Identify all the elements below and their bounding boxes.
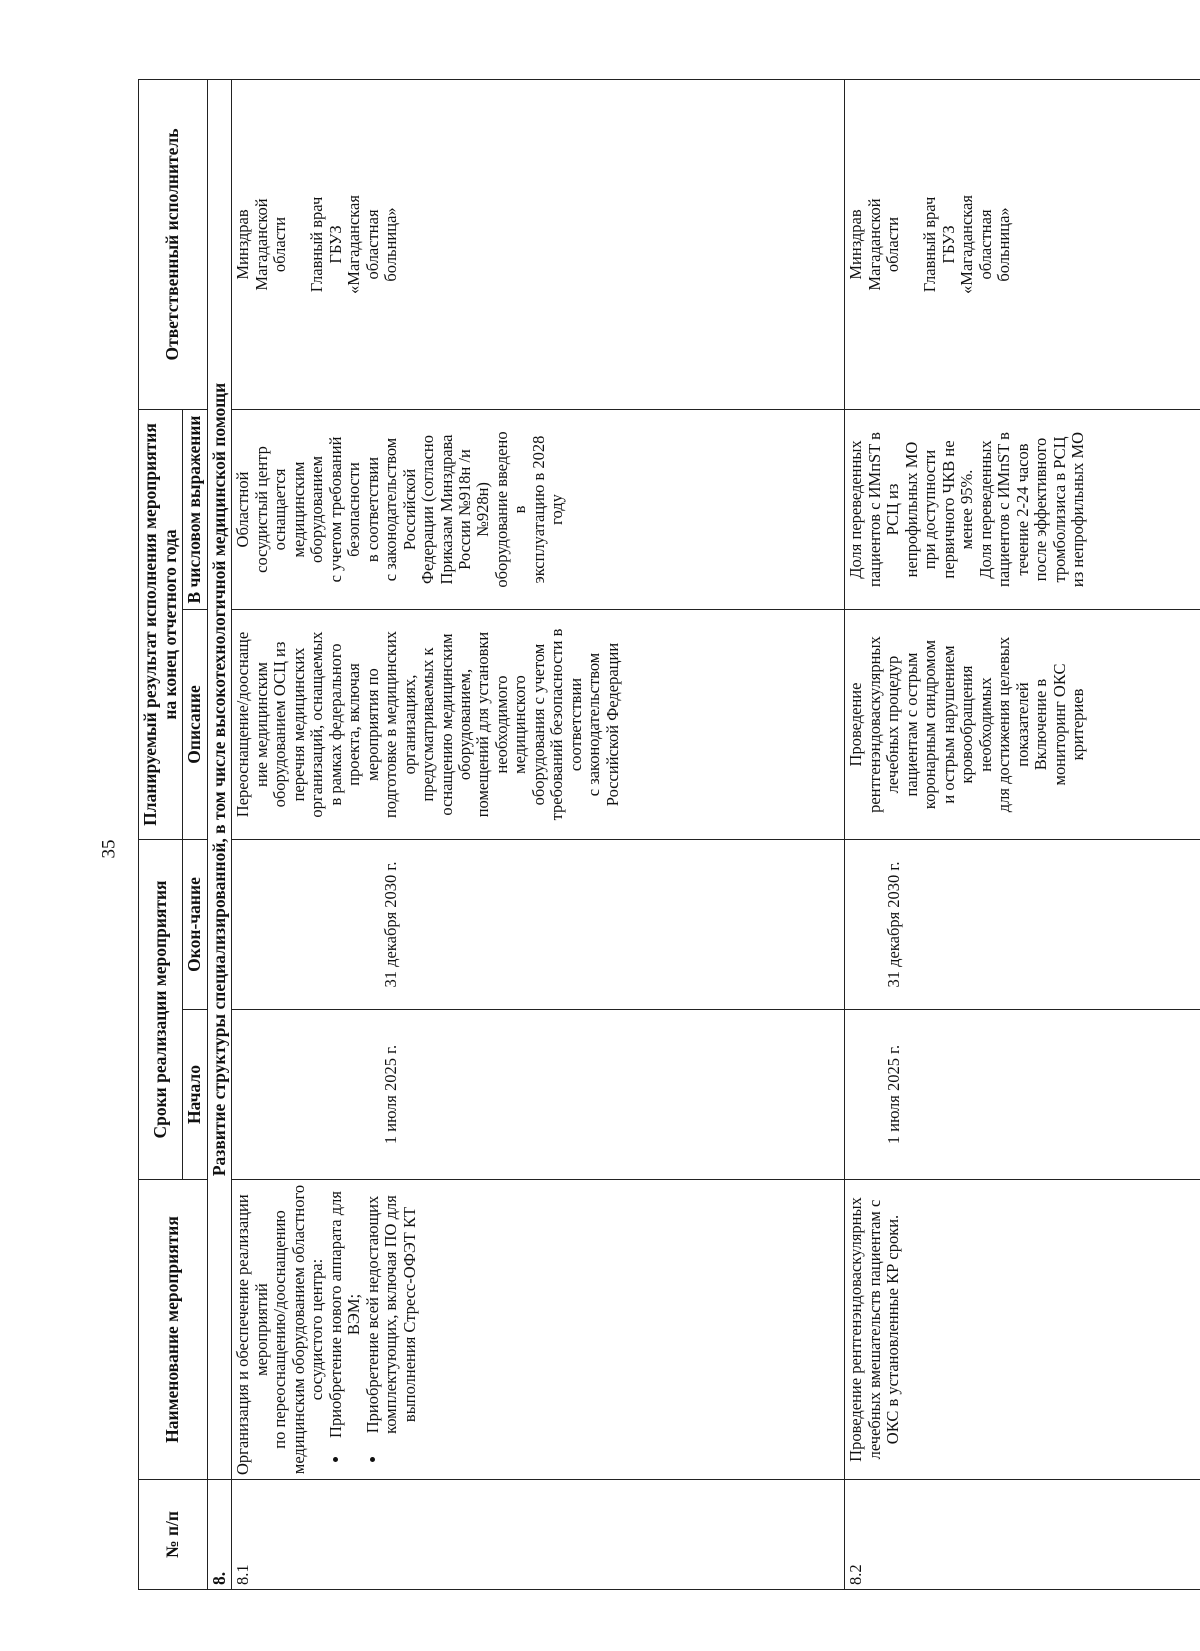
cell-line: тромболизиса в РСЦ — [1049, 436, 1069, 583]
header-responsible: Ответственный исполнитель — [139, 79, 208, 409]
cell-line: подготовке в медицинских — [381, 630, 401, 819]
cell-line: Минздрав — [233, 209, 253, 280]
row-start: 1 июля 2025 г. — [232, 1010, 845, 1180]
cell-line: пациентам с острым — [901, 652, 921, 797]
cell-line: критериев — [1068, 688, 1087, 761]
cell-line: Областной — [233, 471, 253, 548]
cell-line: и острым нарушением — [938, 645, 958, 804]
cell-line: менее 95%. — [957, 469, 977, 550]
row-responsible — [845, 79, 1200, 409]
cell-line: оборудованием — [307, 455, 327, 564]
header-description: Описание — [183, 610, 208, 840]
header-num: № п/п — [139, 1480, 208, 1590]
row-description — [845, 610, 1200, 840]
cell-line: медицинского — [510, 675, 530, 774]
cell-line: непрофильных МО — [901, 441, 921, 578]
cell-line: «Магаданская — [957, 195, 977, 294]
cell-line: кровообращения — [957, 665, 977, 784]
cell-line: Магаданской — [864, 198, 884, 291]
plan-table — [138, 79, 1200, 1590]
header-terms: Сроки реализации мероприятия — [139, 840, 183, 1180]
cell-line: при доступности — [920, 449, 940, 570]
name-intro: Организация и обеспечение реализации — [233, 1194, 253, 1475]
row-description — [232, 610, 845, 840]
cell-line: с учетом требований — [325, 436, 345, 583]
cell-line: больница» — [994, 207, 1014, 282]
cell-line: с законодательством — [381, 437, 401, 582]
section-title: Развитие структуры специализированной, в том числе высокотехнологичной медицинской помощи — [207, 79, 232, 1479]
row-name: Проведение рентгенэндоваскулярных лечебных вмешательств пациентам с ОКС в установленные КР сроки. — [845, 1180, 1200, 1480]
cell-line: оборудованием, — [455, 668, 474, 781]
cell-line: помещений для установки — [473, 631, 493, 818]
rotated-page — [138, 80, 1188, 1590]
header-row-1 — [139, 79, 183, 1589]
table-row — [845, 79, 1200, 1589]
row-end: 31 декабря 2030 г. — [845, 840, 1200, 1010]
name-center: мероприятий — [251, 1283, 271, 1376]
cell-line: для достижения целевых — [994, 636, 1014, 813]
row-num: 8.1 — [232, 1480, 845, 1590]
cell-line: оборудования с учетом — [528, 643, 548, 806]
cell-line: Проведение — [846, 682, 866, 767]
cell-line: в соответствии — [362, 456, 382, 563]
name-bullets — [327, 1184, 419, 1475]
cell-line: необходимого — [491, 675, 511, 774]
cell-line: Российской — [399, 468, 419, 551]
cell-line: лечебных процедур — [883, 655, 903, 794]
cell-line: рентгенэндоваскулярных — [864, 636, 884, 813]
row-numeric — [845, 409, 1200, 609]
cell-line: безопасности — [344, 462, 364, 557]
cell-line: перечня медицинских — [288, 647, 308, 802]
cell-line: РСЦ из — [883, 483, 903, 536]
cell-line: Включение в — [1031, 678, 1051, 771]
name-rest: по переоснащению/дооснащению медицинским оборудованием областного сосудистого центра: — [270, 1184, 327, 1475]
cell-line: организаций, оснащаемых — [307, 631, 327, 818]
cell-line: показателей — [1012, 682, 1032, 767]
row-responsible — [232, 79, 845, 409]
cell-line: в рамках федерального — [325, 643, 345, 806]
section-num: 8. — [207, 1480, 232, 1590]
cell-line: оснащению медицинским — [436, 633, 456, 816]
cell-line: необходимых — [975, 677, 995, 772]
cell-line: оборудованием ОСЦ из — [270, 641, 290, 808]
row-num: 8.2 — [845, 1480, 1200, 1590]
cell-line: Переоснащение/дооснаще — [233, 631, 253, 818]
cell-line: областная — [362, 209, 382, 280]
cell-line: Доля переведенных — [846, 440, 866, 579]
cell-line: требований безопасности в — [547, 628, 567, 821]
cell-line: Российской Федерации — [602, 642, 622, 807]
cell-line: оборудование введено — [491, 431, 511, 588]
cell-line: пациентов с ИМпST в — [994, 432, 1014, 587]
cell-line: году — [547, 494, 567, 525]
cell-line: эксплуатацию в 2028 — [528, 435, 548, 584]
cell-line: организациях, — [399, 674, 419, 775]
cell-line: №928н) — [473, 482, 493, 537]
header-result: Планируемый результат исполнения мероприятия на конец отчетного года — [139, 409, 183, 839]
cell-line: области — [883, 216, 903, 273]
row-name — [232, 1180, 845, 1480]
cell-line: коронарным синдромом — [920, 639, 940, 810]
cell-line: пациентов с ИМпST в — [864, 432, 884, 587]
cell-line: соответствии — [565, 677, 585, 772]
cell-line: Доля переведенных — [975, 440, 995, 579]
cell-line: первичного ЧКВ не — [938, 440, 958, 579]
header-start: Начало — [183, 1010, 208, 1180]
cell-line: областная — [975, 209, 995, 280]
cell-line: сосудистый центр — [251, 446, 271, 573]
cell-line: предусматриваемых к — [418, 647, 438, 802]
cell-line: проекта, включая — [344, 663, 364, 786]
cell-line: Главный врач — [307, 196, 327, 293]
cell-line: с законодательством — [584, 652, 604, 797]
cell-line: Федерации (согласно — [418, 434, 438, 584]
cell-line: оснащается — [270, 468, 290, 551]
cell-line: Главный врач — [920, 196, 940, 293]
list-item: • Приобретение нового аппарата для ВЭМ; — [327, 1184, 364, 1445]
cell-line: из непрофильных МО — [1068, 431, 1087, 588]
cell-line: Приказам Минздрава — [436, 434, 456, 585]
header-numeric: В числовом выражении — [183, 409, 208, 609]
cell-line: ГБУЗ — [325, 225, 345, 264]
cell-line: после эффективного — [1031, 437, 1051, 582]
cell-line: «Магаданская — [344, 195, 364, 294]
cell-line: медицинским — [288, 461, 308, 558]
cell-line: ГБУЗ — [938, 225, 958, 264]
row-numeric — [232, 409, 845, 609]
cell-line: ние медицинским — [251, 662, 271, 787]
row-end: 31 декабря 2030 г. — [232, 840, 845, 1010]
cell-line: Минздрав — [846, 209, 866, 280]
cell-line: течение 2-24 часов — [1012, 443, 1032, 576]
header-name: Наименование мероприятия — [139, 1180, 208, 1480]
cell-line: области — [270, 216, 290, 273]
cell-line: больница» — [381, 207, 401, 282]
cell-line — [290, 84, 308, 405]
cell-line: мероприятия по — [362, 668, 382, 781]
cell-line: мониторинг ОКС — [1049, 663, 1069, 786]
page-number: 35 — [98, 839, 120, 859]
cell-line: в — [510, 505, 530, 514]
header-end: Окон-чание — [183, 840, 208, 1010]
table-row — [232, 79, 845, 1589]
cell-line: Магаданской — [251, 198, 271, 291]
section-row — [207, 79, 232, 1589]
row-start: 1 июля 2025 г. — [845, 1010, 1200, 1180]
list-item: • Приобретение всей недостающих комплектующих, включая ПО для выполнения Стресс-ОФЭТ КТ — [364, 1184, 419, 1445]
cell-line — [903, 84, 921, 405]
cell-line: России №918н /и — [455, 449, 474, 570]
